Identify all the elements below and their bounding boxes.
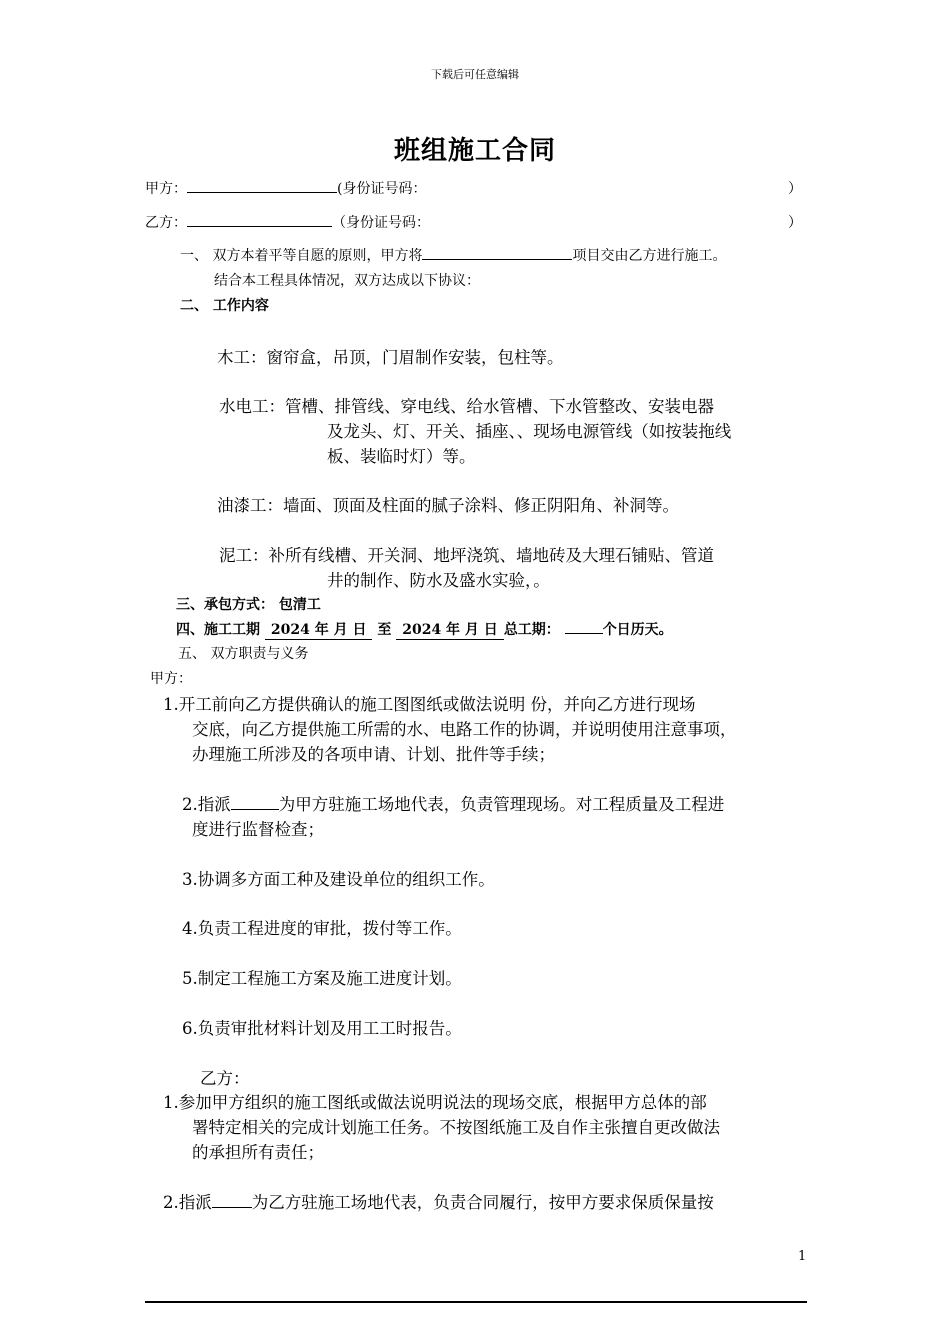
b-representative-blank[interactable] xyxy=(212,1192,252,1208)
b-duty-2-prefix: 2.指派 xyxy=(163,1193,212,1212)
party-a-line xyxy=(145,178,426,198)
a-duty-1-line-2: 交底，向乙方提供施工所需的水、电路工作的协调，并说明使用注意事项， xyxy=(192,720,737,739)
party-b-line xyxy=(145,212,430,232)
b-duty-1-line-3: 的承担所有责任； xyxy=(192,1143,324,1162)
period-label: 四、施工工期 xyxy=(176,622,260,638)
total-days-blank[interactable] xyxy=(565,620,603,634)
b-duty-2-suffix: 为乙方驻施工场地代表，负责合同履行，按甲方要求保质保量按 xyxy=(251,1193,714,1212)
a-duty-5: 5.制定工程施工方案及施工进度计划。 xyxy=(182,969,462,988)
section-1-text-start: 一、 双方本着平等自愿的原则，甲方将 xyxy=(180,248,423,264)
period-end-date[interactable]: 2024 年 月 日 xyxy=(396,619,504,640)
a-duty-2-line-1 xyxy=(182,791,724,815)
a-duty-2-prefix: 2.指派 xyxy=(182,795,231,814)
work-plumbing-line-3: 板、装临时灯）等。 xyxy=(327,447,476,466)
work-plumbing-line-2: 及龙头、灯、开关、插座、、现场电源管线（如按装拖线 xyxy=(327,422,732,441)
party-a-name-blank[interactable] xyxy=(187,178,337,193)
party-a-label: 甲方： xyxy=(145,181,187,197)
total-period-label: 总工期： xyxy=(503,622,560,638)
party-b-id-label: （身份证号码： xyxy=(332,215,430,231)
work-carpentry: 木工：窗帘盒，吊顶，门眉制作安装，包柱等。 xyxy=(217,348,564,367)
page-header: 下载后可任意编辑 xyxy=(431,68,519,81)
party-b-label: 乙方： xyxy=(145,215,187,231)
work-masonry-line-2: 井的制作、防水及盛水实验，。 xyxy=(327,571,550,590)
work-plumbing-line-1: 水电工：管槽、排管线、穿电线、给水管槽、下水管整改、安装电器 xyxy=(219,397,714,416)
b-duty-1-line-1: 1.参加甲方组织的施工图纸或做法说明说法的现场交底，根据甲方总体的部 xyxy=(163,1093,707,1112)
party-a-duties-label: 甲方： xyxy=(150,671,192,687)
section-3-contract-mode: 三、承包方式： 包清工 xyxy=(176,597,321,613)
section-1-line-1 xyxy=(180,245,726,265)
a-representative-blank[interactable] xyxy=(231,794,279,810)
page-number: 1 xyxy=(798,1249,807,1264)
party-b-duties-label: 乙方： xyxy=(200,1069,250,1088)
party-b-close: ） xyxy=(788,215,802,231)
a-duty-6: 6.负责审批材料计划及用工工时报告。 xyxy=(182,1019,462,1038)
a-duty-3: 3.协调多方面工种及建设单位的组织工作。 xyxy=(182,870,495,889)
period-to: 至 xyxy=(377,622,392,638)
a-duty-1-line-3: 办理施工所涉及的各项申请、计划、批件等手续； xyxy=(192,745,555,764)
b-duty-2-line-1 xyxy=(163,1189,714,1213)
a-duty-2-line-2: 度进行监督检查； xyxy=(192,820,324,839)
section-1-line-2: 结合本工程具体情况，双方达成以下协议： xyxy=(214,273,480,289)
section-1-text-end: 项目交由乙方进行施工。 xyxy=(572,248,727,264)
a-duty-1-line-1: 1.开工前向乙方提供确认的施工图图纸或做法说明 份，并向乙方进行现场 xyxy=(163,695,696,714)
total-days-unit: 个日历天。 xyxy=(602,622,673,638)
project-name-blank[interactable] xyxy=(422,245,572,260)
work-painting: 油漆工：墙面、顶面及柱面的腻子涂料、修正阴阳角、补洞等。 xyxy=(217,496,679,515)
period-start-date[interactable]: 2024 年 月 日 xyxy=(265,619,373,640)
section-4-period xyxy=(176,619,673,640)
section-2-title: 二、 工作内容 xyxy=(180,298,269,314)
section-5-title: 五、 双方职责与义务 xyxy=(178,646,309,662)
a-duty-2-suffix: 为甲方驻施工场地代表，负责管理现场。对工程质量及工程进 xyxy=(278,795,725,814)
footer-divider xyxy=(145,1301,807,1303)
contract-title: 班组施工合同 xyxy=(393,136,556,166)
party-b-name-blank[interactable] xyxy=(187,212,332,227)
party-a-close: ） xyxy=(788,181,802,197)
a-duty-4: 4.负责工程进度的审批，拨付等工作。 xyxy=(182,919,462,938)
work-masonry-line-1: 泥工：补所有线槽、开关洞、地坪浇筑、墙地砖及大理石铺贴、管道 xyxy=(219,546,714,565)
b-duty-1-line-2: 署特定相关的完成计划施工任务。不按图纸施工及自作主张擅自更改做法 xyxy=(192,1118,720,1137)
party-a-id-label: (身份证号码： xyxy=(337,181,427,197)
